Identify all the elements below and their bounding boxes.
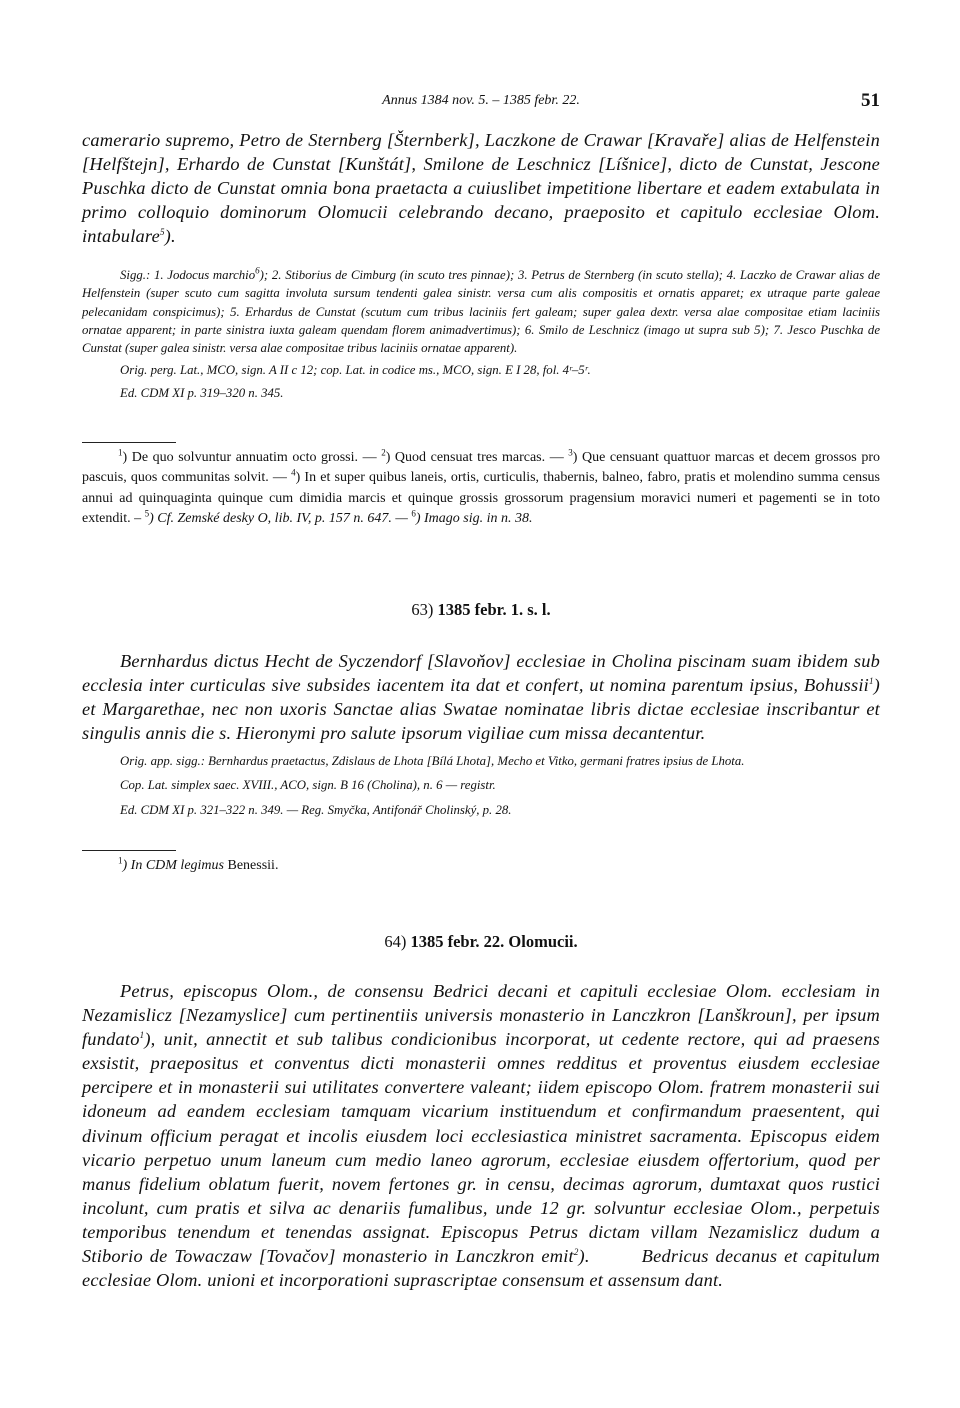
footnote-6-num: 6 [411, 508, 416, 519]
original-note: Orig. app. sigg.: Bernhardus praetactus, Zdislaus de Lhota [Bílá Lhota], Mecho et Vitko, germani fratres ipsius de Lhota. [120, 754, 745, 768]
entry-63-footnote [82, 856, 880, 876]
page-number: 51 [861, 90, 880, 111]
footnote-1-name: Benessii. [227, 858, 279, 873]
entry-date: 1385 febr. 22. Olomucii. [410, 932, 578, 951]
footnotes-block [82, 448, 880, 530]
footnote-5-text: ) Cf. Zemské desky O, lib. IV, p. 157 n. 647. — [149, 511, 412, 527]
footnote-2-num: 2 [381, 447, 386, 458]
running-header [82, 90, 880, 114]
footnote-2-text: ) Quod censuat tres marcas. — [385, 450, 569, 465]
edition-note: Ed. CDM XI p. 321–322 n. 349. — Reg. Smyčka, Antifonář Cholinský, p. 28. [120, 802, 512, 817]
footnote-1-num: 1 [118, 447, 123, 458]
footnote-divider [82, 850, 176, 851]
entry-number: 64) [384, 932, 411, 951]
footnote-ref: 2 [573, 1246, 579, 1257]
carryover-text-end: ). [164, 226, 176, 247]
footnote-4-num: 4 [291, 467, 296, 478]
footnote-6-text: ) Imago sig. in n. 38. [415, 511, 533, 527]
summary-text: Petrus, episcopus Olom., de consensu Bedrici decani et capituli ecclesiae Olom. ecclesiam in Nezamislicz [Nezamyslice] cum pertinentiis universis monasterio in Lanczkron [Lanškroun], per ipsum fundato [82, 981, 880, 1050]
entry-63-sources [82, 752, 880, 819]
summary-text: Bernhardus dictus Hecht de Syczendorf [Slavoňov] ecclesiae in Cholina piscinam suam ibidem sub ecclesia inter curticulas sive subsides iacentem ita dat et confert, ut nomina parentum ipsius, Bohussii [82, 651, 880, 696]
edition-note: Ed. CDM XI p. 319–320 n. 345. [120, 385, 284, 400]
copy-note: Cop. Lat. simplex saec. XVIII., ACO, sign. B 16 (Cholina), n. 6 — registr. [120, 778, 496, 793]
footnote-4-text: ) In et super quibus laneis, ortis, curticulis, thabernis, balneo, fabro, pratis et molendino summa census annui ad quinquaginta quinque cum dimidia marcis et quinque grossis grossorum pragensium moravici numeri et pagementi se in toto extendit. – [82, 470, 880, 527]
summary-text-end: ) et Margarethae, nec non uxoris Sanctae alias Swatae nominatae libris dictae ecclesiae inscribantur et singulis annis die s. Hieronymi pro salute ipsorum vigiliae cum missa decantentur. [82, 675, 880, 744]
footnote-ref: 5 [159, 227, 165, 238]
carryover-text: camerario supremo, Petro de Sternberg [Šternberk], Laczkone de Crawar [Kravaře] alias de Helfenstein [Helfštejn], Erhardo de Cunstat [Kunštát], Smilone de Leschnicz [Líšnice], dicto de Cunstat, Jescone Puschka dicto de Cunstat omnia bona praetacta a cuiuslibet impetitione libertare et eadem extabulata in primo colloquio dominorum Olomucii celebrando decano, praeposito et capitulo ecclesiae Olom. intabulare [82, 130, 880, 247]
footnote-1-text: ) De quo solvuntur annuatim octo grossi. — [122, 450, 382, 465]
summary-text-middle: ), unit, annectit et sub talibus condicionibus incorporat, ut cedente rectore, qui ad praesens exsistit, praepositus et conventus dicti monasterii omnes redditus et proventus eiusdem ecclesiae percipere et in monasterii sui utilitates convertere valeant; iidem episcopo Olom. fratrem monasterii sui idoneum ad eandem ecclesiam tamquam vicarium instituendum et confirmandum praesentent, qui divinum officium peragat et incolis eiusdem loci ecclesiastica ministret sacramenta. Episcopus eidem vicario perpetuo unum laneum cum medio laneo agrorum, ecclesiae eiusdem offertorium, quod per manus fidelium oblatum fuerit, novem fertones gr. in censu, decimas agrorum, dumtaxat quos rustici incolunt, cum pratis et silva ac denariis fumalibus, unde 12 gr. solvuntur ecclesiae Olom., perpetuis temporibus tenendum et tenendas assignat. Episcopus Petrus dictam villam Nezamislicz dudum a Stiborio de Towaczaw [Tovačov] monasterio in Lanczkron emit [82, 1029, 880, 1267]
seals-description [82, 266, 880, 357]
seals-block [82, 266, 880, 402]
footnote-1-text: ) In CDM legimus [122, 858, 228, 873]
original-note: Orig. perg. Lat., MCO, sign. A II c 12; cop. Lat. in codice ms., MCO, sign. E I 28, fol. 4ʳ–5ʳ. [120, 363, 591, 378]
summary-text-end: Bedricus decanus et capitulum ecclesiae Olom. unioni et incorporationi suprascriptae consensum et assensum dant. [82, 1246, 880, 1291]
entry-date: 1385 febr. 1. s. l. [437, 600, 551, 619]
footnote-3-text: ) Que censuant quattuor marcas et decem grossos pro pascuis, quos communitas solvit. — [82, 450, 880, 486]
seals-text-end: ); 2. Stiborius de Cimburg (in scuto tres pinnae); 3. Petrus de Sternberg (in scuto stella); 4. Laczko de Crawar alias de Helfenstein (super scuto cum sagitta involuta sursum tendenti galea sinistr. versa cum alis compositis et ornatis apparet; ex utraque parte galeae pelecanidam conspicimus); 5. Erhardus de Cunstat (scutum cum tribus laciniis fert galeam; super galea dextr. versa alae compositae etiam laciniis ornatae apparent; in parte sinistra iuxta galeam quendam florem animadvertimus); 6. Smilo de Leschnicz (imago ut supra sub 5); 7. Jesco Puschka de Cunstat (super galea sinistr. versa alae compositae tribus laciniis ornatae apparent). [82, 268, 880, 356]
carryover-paragraph [82, 128, 880, 248]
seals-text: Sigg.: 1. Jodocus marchio [120, 268, 256, 282]
footnote-3-num: 3 [568, 447, 573, 458]
summary-text-close: ). [578, 1246, 590, 1267]
footnote-5-num: 5 [144, 508, 150, 519]
footnote-ref: 1 [868, 675, 874, 686]
entry-64-heading [82, 932, 880, 952]
entry-63-summary [82, 649, 880, 745]
footnote-ref: 6 [255, 265, 260, 276]
footnote-ref: 1 [139, 1030, 145, 1041]
entry-64-summary [82, 979, 880, 1292]
running-head-title: Annus 1384 nov. 5. – 1385 febr. 22. [382, 93, 580, 108]
footnote-1-num: 1 [118, 855, 123, 866]
footnote-divider [82, 442, 176, 443]
entry-63-heading [82, 600, 880, 620]
entry-number: 63) [411, 600, 438, 619]
